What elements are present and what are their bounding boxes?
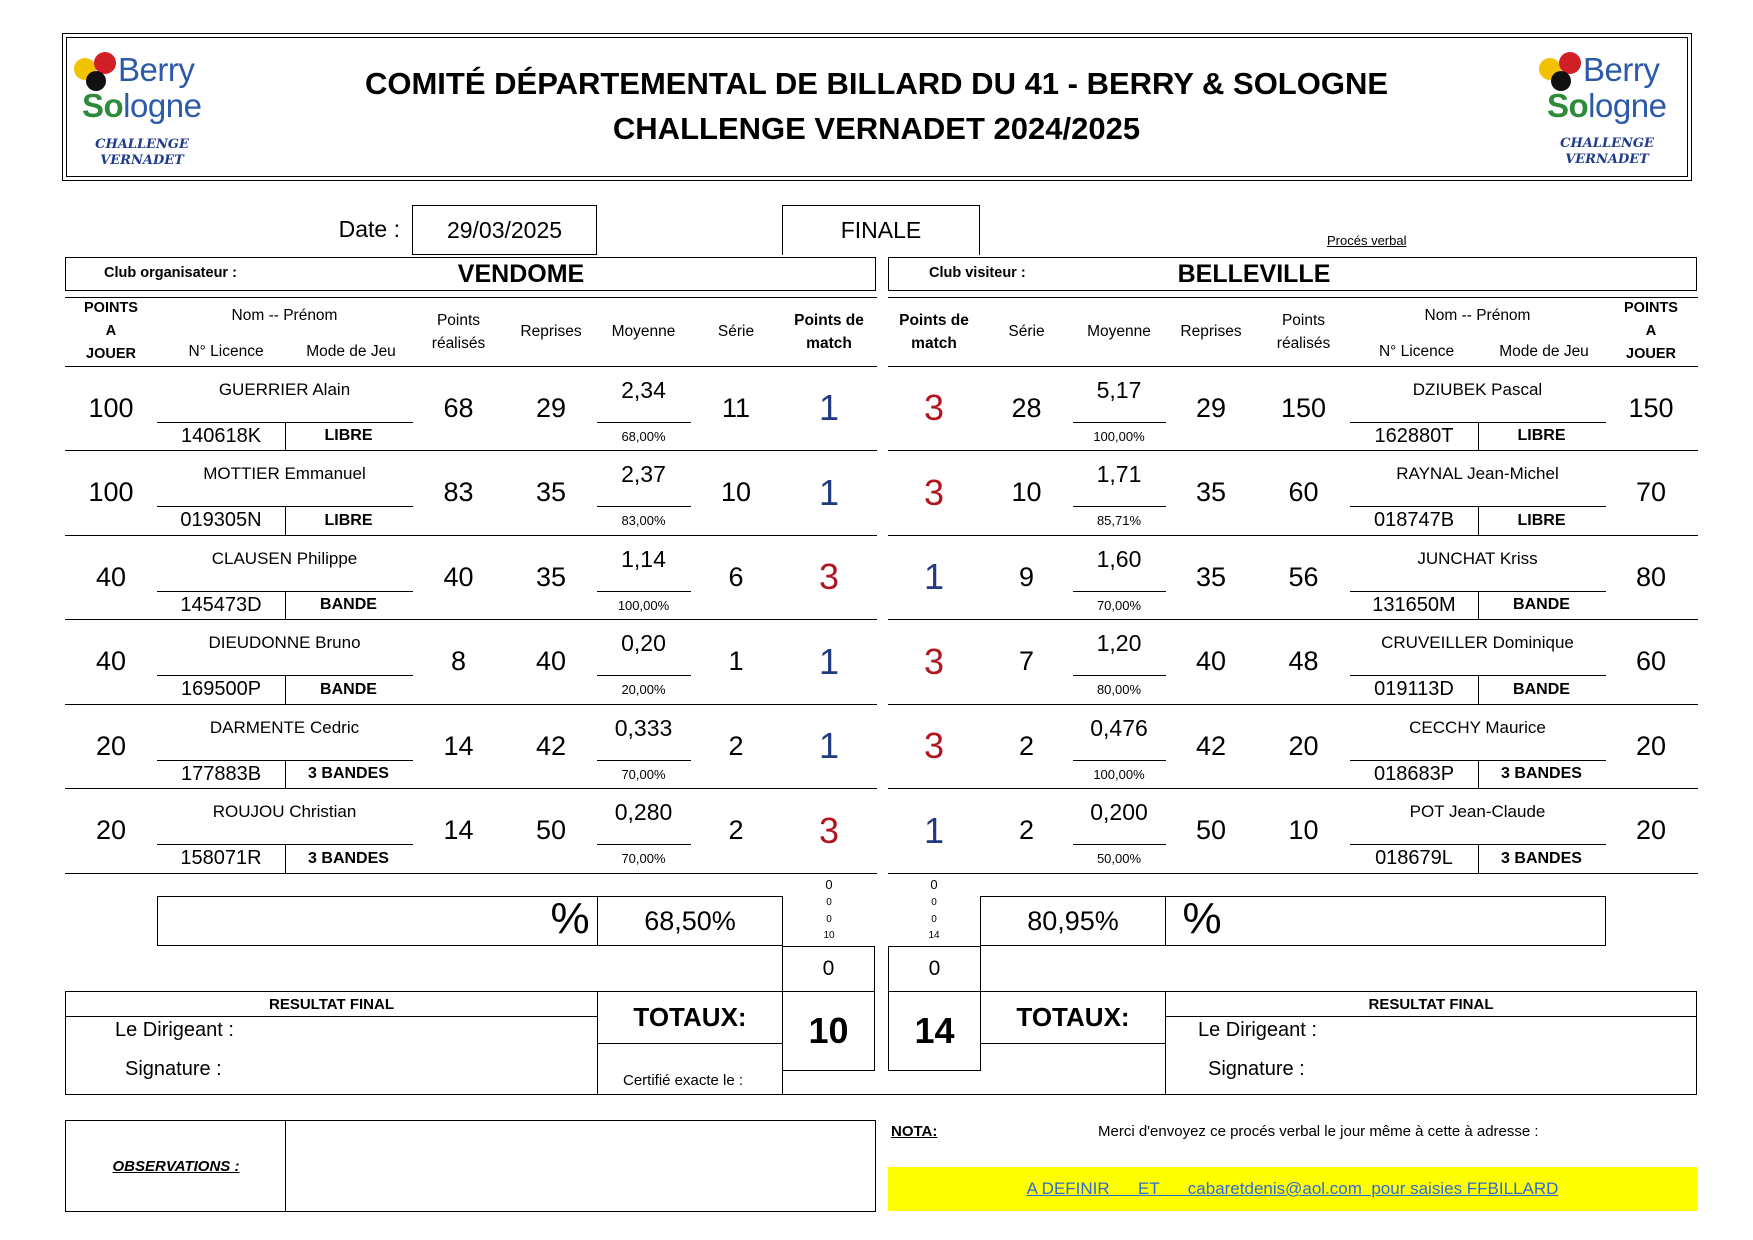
home-zero-box: 0 [782, 946, 875, 992]
home-reprises: 35 [535, 561, 567, 592]
home-pct: 83,00% [621, 513, 666, 528]
visit-points-realises: 10 [1288, 815, 1319, 845]
resultat-final-right [1165, 991, 1697, 1095]
header-points-a-jouer-line: A [1645, 323, 1657, 339]
visit-mode: 3 BANDES [1501, 849, 1582, 867]
home-points-realises: 68 [443, 392, 474, 423]
dirigeant-right: Le Dirigeant : [1198, 1019, 1317, 1041]
visit-points-a-jouer: 70 [1635, 477, 1667, 507]
header-nom-prenom: Nom -- Prénom [1424, 307, 1531, 324]
visit-reprises: 35 [1195, 561, 1227, 592]
signature-right: Signature : [1208, 1058, 1305, 1080]
logo-berry-text: Berry [1583, 51, 1660, 88]
totaux-right-label: TOTAUX: [980, 992, 1166, 1044]
home-points-realises: 14 [443, 730, 474, 761]
home-points-a-jouer: 20 [95, 730, 127, 761]
visit-player-name: CRUVEILLER Dominique [1381, 633, 1574, 652]
page-subtitle: CHALLENGE VERNADET 2024/2025 [612, 111, 1141, 146]
date-field: 29/03/2025 [412, 205, 597, 255]
logo-sologne-text: Sologne [1547, 87, 1667, 124]
visit-points-match: 1 [923, 556, 945, 597]
logo-berry-text: Berry [118, 51, 195, 88]
home-pct: 70,00% [621, 766, 666, 782]
home-pct-value: 68,50% [597, 896, 783, 946]
resultat-final-right-title: RESULTAT FINAL [1166, 992, 1696, 1017]
visit-points-realises: 20 [1288, 730, 1319, 761]
logo-left [72, 45, 222, 175]
visit-small-2: 0 [931, 914, 937, 925]
home-serie: 2 [728, 730, 744, 761]
home-moyenne: 0,280 [614, 798, 673, 825]
dirigeant-left: Le Dirigeant : [115, 1019, 234, 1041]
visit-points-a-jouer: 150 [1628, 392, 1674, 423]
home-pct: 20,00% [621, 682, 666, 697]
home-serie: 6 [728, 561, 744, 592]
home-small-3: 10 [823, 930, 835, 941]
header-points-match-line: match [911, 334, 957, 352]
home-player-name: MOTTIER Emmanuel [203, 464, 366, 483]
header-points-match-line: match [806, 334, 852, 352]
home-player-name: GUERRIER Alain [218, 380, 351, 399]
visit-player-name: JUNCHAT Kriss [1417, 549, 1538, 568]
home-points-match: 1 [818, 640, 840, 682]
visit-moyenne: 1,71 [1096, 460, 1142, 487]
home-mode: 3 BANDES [308, 765, 389, 782]
observations-label-cell [66, 1121, 286, 1211]
home-reprises: 42 [535, 730, 567, 761]
home-licence: 177883B [180, 762, 262, 785]
visit-pct: 100,00% [1093, 766, 1145, 782]
home-small-0: 0 [825, 877, 833, 892]
header-moyenne: Moyenne [1087, 322, 1151, 340]
visit-serie: 2 [1018, 730, 1035, 761]
visit-moyenne: 1,60 [1096, 545, 1142, 572]
home-mode: BANDE [320, 596, 377, 613]
header-points-a-jouer-line: JOUER [1626, 346, 1676, 362]
header-reprises: Reprises [520, 322, 582, 340]
visit-small-stack [888, 876, 980, 943]
home-moyenne: 1,14 [621, 545, 666, 572]
visit-player-name: DZIUBEK Pascal [1412, 380, 1543, 399]
home-moyenne: 2,37 [621, 460, 666, 487]
header-reprises: Reprises [1180, 322, 1242, 340]
visit-reprises: 50 [1195, 815, 1227, 845]
table-home-border [65, 873, 877, 874]
visit-pct: 100,00% [1093, 428, 1145, 444]
visit-licence: 162880T [1374, 424, 1454, 447]
home-serie: 2 [728, 815, 744, 845]
page-title: COMITÉ DÉPARTEMENTAL DE BILLARD DU 41 - BERRY & SOLOGNE [364, 66, 1389, 101]
visit-points-realises: 48 [1288, 646, 1319, 676]
visit-points-a-jouer: 60 [1635, 646, 1667, 676]
home-mode: BANDE [320, 680, 377, 698]
header-mode: Mode de Jeu [306, 343, 396, 360]
home-player-name: ROUJOU Christian [212, 802, 357, 821]
home-player-name: CLAUSEN Philippe [211, 549, 358, 568]
visit-total: 14 [888, 991, 981, 1071]
visit-pct: 80,00% [1096, 682, 1142, 697]
home-licence: 019305N [180, 509, 262, 531]
home-points-a-jouer: 40 [95, 561, 127, 592]
home-total: 10 [782, 991, 875, 1071]
home-points-match: 1 [818, 725, 840, 766]
home-points-a-jouer: 40 [95, 646, 127, 676]
home-points-a-jouer: 100 [88, 392, 134, 423]
header-points-a-jouer [1605, 297, 1697, 366]
home-mode: LIBRE [324, 427, 373, 444]
home-pct: 100,00% [617, 597, 670, 613]
header-points-realises [412, 297, 505, 366]
visit-points-a-jouer: 20 [1635, 730, 1667, 761]
header-points-realises-line: Points [436, 311, 481, 329]
header-points-realises-line: Points [1281, 311, 1326, 329]
home-reprises: 40 [535, 646, 567, 676]
home-points-match: 1 [818, 387, 840, 428]
visit-reprises: 29 [1195, 392, 1227, 423]
home-pct-symbol: % [550, 894, 590, 943]
home-moyenne: 0,333 [614, 714, 673, 741]
home-points-realises: 8 [450, 646, 467, 676]
visit-moyenne: 0,200 [1090, 798, 1148, 825]
observations-box [65, 1120, 876, 1212]
visit-player-name: RAYNAL Jean-Michel [1396, 464, 1559, 483]
visit-licence: 019113D [1374, 678, 1454, 700]
header-points-a-jouer-line: POINTS [1624, 300, 1678, 316]
visit-serie: 7 [1018, 646, 1035, 676]
visit-licence: 018679L [1375, 847, 1453, 869]
home-points-match: 3 [818, 556, 840, 597]
header-moyenne: Moyenne [611, 322, 676, 340]
visit-points-a-jouer: 20 [1635, 815, 1667, 845]
visit-points-realises: 60 [1288, 477, 1319, 507]
visit-mode: LIBRE [1517, 511, 1566, 529]
home-pct: 68,00% [621, 428, 666, 444]
visit-pct: 85,71% [1096, 513, 1142, 528]
home-points-match: 1 [818, 471, 840, 513]
visit-serie: 2 [1018, 815, 1035, 845]
home-licence: 145473D [180, 593, 262, 616]
visit-zero-box: 0 [888, 946, 981, 992]
home-player-name: DARMENTE Cedric [209, 718, 360, 737]
visit-moyenne: 1,20 [1096, 629, 1142, 656]
header-nom-prenom: Nom -- Prénom [231, 307, 338, 324]
header-points-realises-line: réalisés [431, 334, 486, 352]
home-pct: 70,00% [621, 851, 666, 866]
logo-challenge-text: CHALLENGE VERNADET [1560, 136, 1654, 167]
logo-challenge-text: CHALLENGE VERNADET [95, 137, 189, 168]
signature-left: Signature : [125, 1058, 222, 1080]
header-points-a-jouer-line: JOUER [86, 346, 136, 362]
club-visiteur-bar [888, 257, 1697, 291]
resultat-final-left-title: RESULTAT FINAL [66, 992, 597, 1017]
logo-right [1537, 45, 1687, 175]
home-licence: 158071R [180, 847, 262, 869]
logo-sologne-text: Sologne [82, 87, 202, 124]
visit-points-match: 3 [923, 387, 945, 428]
visit-reprises: 42 [1195, 730, 1227, 761]
home-points-a-jouer: 20 [95, 815, 127, 845]
proces-verbal-label: Procés verbal [1327, 233, 1407, 248]
visit-points-match: 3 [923, 640, 945, 682]
home-moyenne: 2,34 [621, 376, 666, 403]
nota-text: Merci d'envoyez ce procés verbal le jour même à cette à adresse : [1098, 1123, 1539, 1140]
home-moyenne: 0,20 [621, 629, 666, 656]
nota-label: NOTA: [891, 1123, 938, 1140]
table-visit-border [888, 873, 1698, 874]
header-frame-inner [66, 37, 1688, 177]
header-points-match [782, 297, 876, 366]
visit-pct: 50,00% [1096, 851, 1142, 866]
home-licence: 140618K [180, 424, 262, 447]
home-points-realises: 40 [443, 561, 474, 592]
home-reprises: 35 [535, 477, 567, 507]
certifie-label: Certifié exacte le : [623, 1072, 744, 1089]
club-organisateur-bar [65, 257, 876, 291]
date-label: Date : [338, 215, 400, 242]
club-org-name: VENDOME [457, 259, 585, 288]
visit-moyenne: 0,476 [1090, 714, 1148, 741]
visit-moyenne: 5,17 [1096, 376, 1142, 403]
visit-points-match: 3 [923, 471, 945, 513]
home-small-2: 0 [826, 914, 832, 925]
visit-pct-value: 80,95% [980, 896, 1166, 946]
header-points-a-jouer [65, 297, 157, 366]
header-points-match [888, 297, 980, 366]
visit-licence: 018683P [1373, 762, 1455, 785]
address-highlight [888, 1167, 1697, 1211]
home-serie: 10 [720, 477, 752, 507]
home-points-realises: 14 [443, 815, 474, 845]
visit-pct-symbol: % [1182, 894, 1222, 943]
home-serie: 1 [728, 646, 744, 676]
visit-points-match: 3 [923, 725, 945, 766]
totaux-left-label: TOTAUX: [598, 992, 782, 1044]
visit-serie: 10 [1011, 477, 1042, 507]
visit-serie: 9 [1018, 561, 1035, 592]
home-reprises: 29 [535, 392, 567, 423]
home-points-a-jouer: 100 [88, 477, 134, 507]
visit-small-1: 0 [931, 897, 937, 908]
visit-mode: BANDE [1513, 680, 1570, 698]
home-player-name: DIEUDONNE Bruno [208, 633, 361, 652]
club-vis-label: Club visiteur : [929, 265, 1026, 281]
resultat-final-left [65, 991, 598, 1095]
visit-small-0: 0 [930, 877, 938, 892]
visit-mode: LIBRE [1517, 427, 1566, 444]
visit-reprises: 35 [1195, 477, 1227, 507]
visit-points-match: 1 [923, 809, 945, 851]
club-vis-name: BELLEVILLE [1177, 259, 1331, 288]
visit-pct: 70,00% [1096, 597, 1142, 613]
home-points-match: 3 [818, 809, 840, 851]
home-mode: LIBRE [324, 511, 373, 529]
header-serie: Série [717, 322, 755, 340]
home-licence: 169500P [180, 678, 262, 700]
visit-licence: 018747B [1373, 509, 1455, 531]
visit-points-realises: 56 [1288, 561, 1319, 592]
header-points-match-line: Points de [794, 311, 864, 329]
address-link[interactable]: A DEFINIR ET cabaretdenis@aol.com pour saisies FFBILLARD [1026, 1179, 1559, 1198]
header-points-a-jouer-line: POINTS [84, 300, 138, 316]
visit-points-a-jouer: 80 [1635, 561, 1667, 592]
header-licence: N° Licence [188, 343, 264, 360]
header-licence: N° Licence [1378, 343, 1455, 360]
header-points-realises-line: réalisés [1276, 334, 1331, 352]
observations-label: OBSERVATIONS : [112, 1157, 240, 1175]
visit-points-realises: 150 [1280, 392, 1327, 423]
home-serie: 11 [721, 392, 751, 423]
header-points-match-line: Points de [899, 311, 969, 329]
home-mode: 3 BANDES [308, 849, 389, 867]
visit-reprises: 40 [1195, 646, 1227, 676]
visit-mode: BANDE [1513, 596, 1570, 613]
home-points-realises: 83 [443, 477, 474, 507]
totaux-right-box [980, 991, 1166, 1095]
header-points-realises [1257, 297, 1350, 366]
visit-small-3: 14 [928, 930, 940, 941]
club-org-label: Club organisateur : [104, 265, 237, 281]
home-small-1: 0 [826, 897, 832, 908]
visit-serie: 28 [1011, 392, 1042, 423]
visit-licence: 131650M [1372, 593, 1456, 616]
stage-field: FINALE [782, 205, 980, 255]
header-mode: Mode de Jeu [1499, 343, 1589, 360]
header-points-a-jouer-line: A [105, 323, 117, 339]
home-small-stack [783, 876, 875, 943]
visit-player-name: CECCHY Maurice [1409, 718, 1546, 737]
visit-player-name: POT Jean-Claude [1409, 802, 1546, 821]
home-reprises: 50 [535, 815, 567, 845]
visit-mode: 3 BANDES [1501, 765, 1582, 782]
header-serie: Série [1008, 322, 1045, 340]
bottom-line-mid [597, 1094, 1166, 1095]
totaux-left-box [597, 991, 783, 1095]
